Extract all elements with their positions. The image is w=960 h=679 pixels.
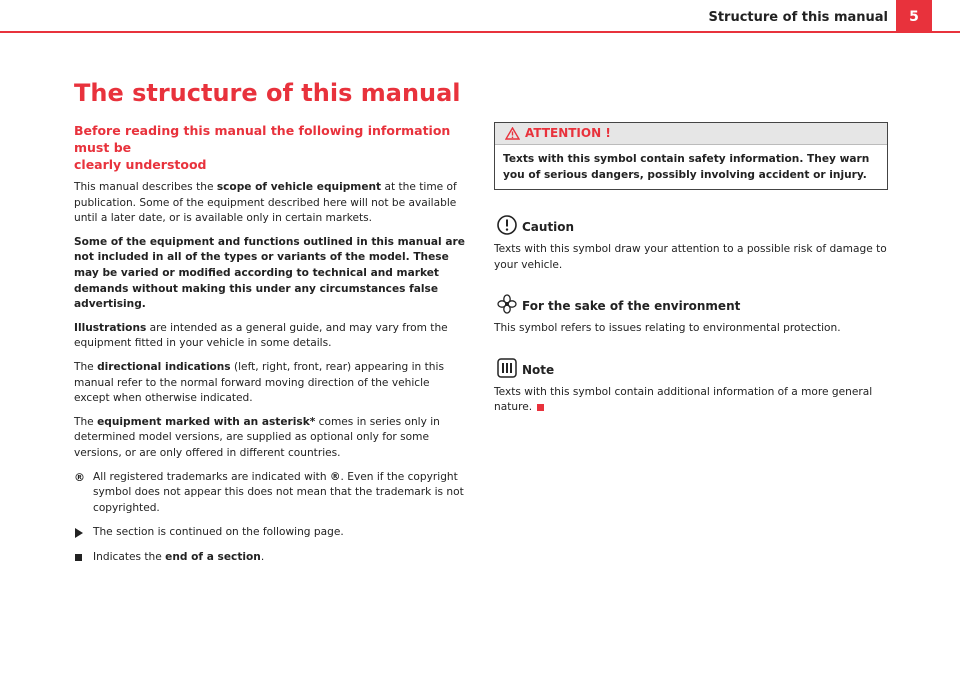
attention-label: ATTENTION ! [525, 126, 611, 140]
bold-text: equipment marked with an asterisk* [97, 415, 316, 428]
bold-text: Some of the equipment and functions outlined in this manual are not included in all of the types or variants of the model. These may be varied or modified according to technical and market demands without making this under any circumstances false advertising. [74, 235, 465, 311]
text: The [74, 360, 98, 373]
section-subheading [74, 122, 466, 173]
attention-box [494, 122, 888, 190]
subheading-line-2: clearly understood [74, 157, 207, 172]
environment-flower-icon [496, 293, 518, 315]
environment-header [494, 293, 888, 317]
text: are intended as a general guide, and may vary from the equipment fitted in your vehicle in some details. [74, 321, 448, 350]
caution-exclamation-icon [496, 214, 518, 236]
text: at the time of publication. Some of the equipment described here will not be available until a later date, or is available only in certain markets. [74, 181, 457, 225]
text: All registered trademarks are indicated with [93, 470, 330, 483]
bold-text: end of a section [165, 550, 261, 563]
text: . Even if the copyright symbol does not appear this does not mean that the trademark is not copyrighted. [93, 470, 464, 514]
caution-text: Texts with this symbol draw your attention to a possible risk of damage to your vehicle. [494, 243, 887, 271]
attention-text: Texts with this symbol contain safety information. They warn you of serious dangers, possibly involving accident or injury. [503, 153, 870, 181]
note-title: Note [522, 362, 555, 377]
caution-header [494, 214, 888, 238]
end-section-item [74, 550, 466, 566]
attention-header [495, 123, 887, 145]
continued-item [74, 525, 466, 541]
text: The [74, 415, 98, 428]
trademark-item [74, 470, 466, 517]
paragraph-asterisk [74, 415, 466, 462]
environment-title: For the sake of the environment [522, 299, 741, 314]
environment-text: This symbol refers to issues relating to environmental protection. [494, 322, 841, 335]
paragraph-illustrations [74, 321, 466, 352]
paragraph-directions [74, 360, 466, 407]
caution-section [494, 214, 888, 273]
note-text [494, 385, 888, 416]
note-section [494, 357, 888, 416]
paragraph-scope [74, 180, 466, 227]
end-square-icon [537, 404, 544, 411]
text: This manual describes the [74, 181, 217, 193]
subheading-line-1: Before reading this manual the following information must be [74, 123, 451, 155]
page-number: 5 [896, 0, 932, 31]
text: Indicates the [93, 550, 166, 563]
note-info-icon [496, 357, 518, 379]
left-column [74, 122, 466, 574]
text: . [260, 550, 265, 563]
note-header [494, 357, 888, 381]
bold-text: scope of vehicle equipment [216, 181, 382, 193]
text: Texts with this symbol contain additional information of a more general nature. [494, 385, 873, 414]
paragraph-disclaimer [74, 235, 466, 313]
page-title: The structure of this manual [74, 79, 461, 107]
end-square-icon [75, 554, 82, 561]
bold-text: Illustrations [74, 321, 147, 334]
continue-arrow-icon [75, 528, 83, 538]
caution-title: Caution [522, 220, 575, 234]
bold-text: ® [329, 470, 341, 483]
page-header [0, 0, 960, 33]
registered-icon: ® [74, 470, 85, 484]
bold-text: directional indications [97, 360, 231, 373]
right-column [494, 122, 888, 436]
text: The section is continued on the following page. [93, 526, 344, 539]
text: comes in series only in determined model versions, are supplied as optional only for some versions, or are only offered in different countries. [74, 415, 440, 459]
text: (left, right, front, rear) appearing in this manual refer to the normal forward moving direction of the vehicle except when otherwise indicated. [74, 360, 444, 405]
environment-section [494, 293, 888, 337]
warning-triangle-icon [505, 127, 520, 140]
header-title: Structure of this manual [708, 10, 888, 25]
